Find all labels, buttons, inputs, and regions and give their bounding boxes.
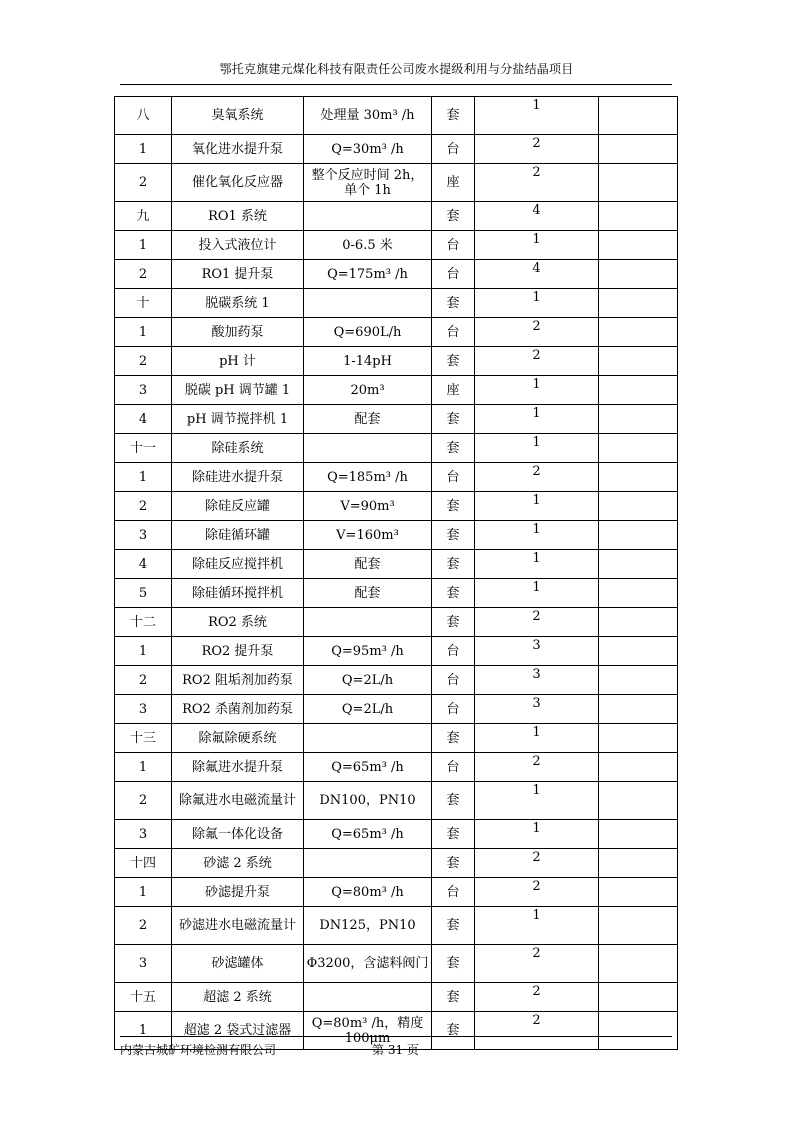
cell-unit: 台 xyxy=(432,260,475,289)
cell-no: 2 xyxy=(115,347,172,376)
cell-name: 酸加药泵 xyxy=(172,318,304,347)
table-row xyxy=(115,550,678,579)
cell-unit: 台 xyxy=(432,666,475,695)
cell-no: 1 xyxy=(115,1012,172,1050)
cell-note xyxy=(599,463,678,492)
cell-unit: 台 xyxy=(432,753,475,782)
cell-unit: 台 xyxy=(432,318,475,347)
cell-qty: 1 xyxy=(475,376,599,405)
cell-name: 脱碳系统 1 xyxy=(172,289,304,318)
cell-no: 2 xyxy=(115,492,172,521)
cell-note xyxy=(599,521,678,550)
cell-name: 脱碳 pH 调节罐 1 xyxy=(172,376,304,405)
cell-note xyxy=(599,945,678,983)
cell-spec xyxy=(304,724,432,753)
cell-note xyxy=(599,695,678,724)
cell-spec xyxy=(304,434,432,463)
cell-name: RO1 提升泵 xyxy=(172,260,304,289)
cell-qty: 2 xyxy=(475,983,599,1012)
table-row xyxy=(115,164,678,202)
cell-unit: 套 xyxy=(432,347,475,376)
cell-spec: 配套 xyxy=(304,579,432,608)
cell-name: RO1 系统 xyxy=(172,202,304,231)
table-row xyxy=(115,405,678,434)
cell-qty: 4 xyxy=(475,202,599,231)
cell-unit: 套 xyxy=(432,1012,475,1050)
cell-no: 5 xyxy=(115,579,172,608)
cell-unit: 台 xyxy=(432,135,475,164)
table-row xyxy=(115,492,678,521)
cell-no: 4 xyxy=(115,405,172,434)
cell-name: 除氟进水电磁流量计 xyxy=(172,782,304,820)
cell-spec xyxy=(304,202,432,231)
table-row xyxy=(115,608,678,637)
cell-name: 砂滤进水电磁流量计 xyxy=(172,907,304,945)
cell-no: 3 xyxy=(115,945,172,983)
cell-name: 除氟进水提升泵 xyxy=(172,753,304,782)
cell-note xyxy=(599,202,678,231)
cell-unit: 套 xyxy=(432,289,475,318)
cell-unit: 套 xyxy=(432,945,475,983)
cell-unit: 套 xyxy=(432,202,475,231)
cell-no: 4 xyxy=(115,550,172,579)
cell-qty: 1 xyxy=(475,820,599,849)
cell-name: pH 计 xyxy=(172,347,304,376)
cell-spec: V=160m³ xyxy=(304,521,432,550)
cell-unit: 套 xyxy=(432,97,475,135)
cell-unit: 套 xyxy=(432,820,475,849)
cell-no: 1 xyxy=(115,463,172,492)
table-row xyxy=(115,289,678,318)
cell-qty: 2 xyxy=(475,318,599,347)
cell-note xyxy=(599,318,678,347)
table-row xyxy=(115,666,678,695)
cell-no: 3 xyxy=(115,521,172,550)
cell-qty: 3 xyxy=(475,695,599,724)
cell-spec: Q=690L/h xyxy=(304,318,432,347)
cell-qty: 2 xyxy=(475,1012,599,1050)
cell-name: 除硅反应罐 xyxy=(172,492,304,521)
table-row xyxy=(115,376,678,405)
cell-qty: 2 xyxy=(475,753,599,782)
cell-qty: 2 xyxy=(475,849,599,878)
cell-qty: 1 xyxy=(475,405,599,434)
cell-no: 2 xyxy=(115,164,172,202)
cell-qty: 2 xyxy=(475,878,599,907)
cell-unit: 套 xyxy=(432,907,475,945)
table-row xyxy=(115,724,678,753)
table-row xyxy=(115,820,678,849)
cell-spec: Q=65m³ /h xyxy=(304,820,432,849)
equipment-table xyxy=(114,96,678,1050)
table-row xyxy=(115,260,678,289)
cell-note xyxy=(599,289,678,318)
table-row xyxy=(115,983,678,1012)
cell-name: 除氟除硬系统 xyxy=(172,724,304,753)
cell-no: 十一 xyxy=(115,434,172,463)
cell-qty: 2 xyxy=(475,164,599,202)
cell-qty: 1 xyxy=(475,579,599,608)
cell-spec: 整个反应时间 2h，单个 1h xyxy=(304,164,432,202)
cell-qty: 4 xyxy=(475,260,599,289)
cell-name: 超滤 2 系统 xyxy=(172,983,304,1012)
cell-name: 除硅循环罐 xyxy=(172,521,304,550)
cell-spec: Q=2L/h xyxy=(304,695,432,724)
cell-spec: 0-6.5 米 xyxy=(304,231,432,260)
cell-no: 八 xyxy=(115,97,172,135)
cell-qty: 3 xyxy=(475,637,599,666)
cell-note xyxy=(599,579,678,608)
cell-unit: 台 xyxy=(432,695,475,724)
table-row xyxy=(115,97,678,135)
cell-qty: 1 xyxy=(475,550,599,579)
cell-note xyxy=(599,608,678,637)
cell-no: 3 xyxy=(115,695,172,724)
cell-no: 3 xyxy=(115,376,172,405)
cell-unit: 台 xyxy=(432,463,475,492)
cell-no: 十四 xyxy=(115,849,172,878)
cell-name: 除硅系统 xyxy=(172,434,304,463)
cell-note xyxy=(599,753,678,782)
cell-name: RO2 阻垢剂加药泵 xyxy=(172,666,304,695)
cell-note xyxy=(599,849,678,878)
cell-qty: 2 xyxy=(475,463,599,492)
cell-qty: 1 xyxy=(475,492,599,521)
cell-no: 十 xyxy=(115,289,172,318)
cell-note xyxy=(599,260,678,289)
cell-qty: 2 xyxy=(475,608,599,637)
cell-unit: 套 xyxy=(432,579,475,608)
table-row xyxy=(115,695,678,724)
table-row xyxy=(115,849,678,878)
cell-unit: 套 xyxy=(432,724,475,753)
cell-spec: 处理量 30m³ /h xyxy=(304,97,432,135)
table-row xyxy=(115,945,678,983)
table-row xyxy=(115,637,678,666)
table-row xyxy=(115,753,678,782)
footer-page-number: 第 31 页 xyxy=(372,1043,419,1057)
cell-spec: DN125，PN10 xyxy=(304,907,432,945)
cell-no: 1 xyxy=(115,753,172,782)
cell-unit: 套 xyxy=(432,492,475,521)
cell-no: 2 xyxy=(115,907,172,945)
cell-spec: Q=175m³ /h xyxy=(304,260,432,289)
cell-name: pH 调节搅拌机 1 xyxy=(172,405,304,434)
cell-no: 1 xyxy=(115,318,172,347)
cell-note xyxy=(599,405,678,434)
cell-spec: 配套 xyxy=(304,550,432,579)
cell-unit: 台 xyxy=(432,637,475,666)
cell-spec: 配套 xyxy=(304,405,432,434)
cell-qty: 1 xyxy=(475,97,599,135)
cell-qty: 1 xyxy=(475,289,599,318)
cell-spec: Q=80m³ /h xyxy=(304,878,432,907)
cell-note xyxy=(599,347,678,376)
equipment-table-body xyxy=(115,97,678,1050)
cell-unit: 套 xyxy=(432,521,475,550)
cell-no: 1 xyxy=(115,637,172,666)
cell-qty: 2 xyxy=(475,945,599,983)
cell-unit: 套 xyxy=(432,849,475,878)
cell-note xyxy=(599,782,678,820)
cell-spec xyxy=(304,983,432,1012)
cell-note xyxy=(599,164,678,202)
cell-name: 砂滤提升泵 xyxy=(172,878,304,907)
cell-note xyxy=(599,907,678,945)
cell-no: 十五 xyxy=(115,983,172,1012)
cell-unit: 套 xyxy=(432,608,475,637)
cell-note xyxy=(599,434,678,463)
cell-no: 1 xyxy=(115,878,172,907)
cell-spec: Q=2L/h xyxy=(304,666,432,695)
cell-note xyxy=(599,724,678,753)
cell-spec: Q=30m³ /h xyxy=(304,135,432,164)
cell-spec: Q=185m³ /h xyxy=(304,463,432,492)
cell-name: 催化氧化反应器 xyxy=(172,164,304,202)
cell-unit: 套 xyxy=(432,983,475,1012)
cell-spec xyxy=(304,849,432,878)
cell-qty: 2 xyxy=(475,135,599,164)
cell-name: 除氟一体化设备 xyxy=(172,820,304,849)
table-row xyxy=(115,878,678,907)
cell-name: 砂滤 2 系统 xyxy=(172,849,304,878)
table-row xyxy=(115,347,678,376)
cell-unit: 套 xyxy=(432,550,475,579)
cell-note xyxy=(599,135,678,164)
cell-no: 十三 xyxy=(115,724,172,753)
table-row xyxy=(115,782,678,820)
cell-name: 除硅进水提升泵 xyxy=(172,463,304,492)
footer-company: 内蒙古城矿环境检测有限公司 xyxy=(120,1043,277,1057)
cell-name: RO2 提升泵 xyxy=(172,637,304,666)
cell-spec: Φ3200，含滤料阀门 xyxy=(304,945,432,983)
table-row xyxy=(115,135,678,164)
cell-name: 除硅反应搅拌机 xyxy=(172,550,304,579)
cell-qty: 1 xyxy=(475,782,599,820)
table-row xyxy=(115,202,678,231)
cell-qty: 2 xyxy=(475,347,599,376)
cell-qty: 1 xyxy=(475,907,599,945)
cell-spec: V=90m³ xyxy=(304,492,432,521)
cell-note xyxy=(599,492,678,521)
cell-name: 砂滤罐体 xyxy=(172,945,304,983)
cell-qty: 1 xyxy=(475,434,599,463)
cell-no: 2 xyxy=(115,260,172,289)
cell-no: 十二 xyxy=(115,608,172,637)
cell-no: 九 xyxy=(115,202,172,231)
header-divider xyxy=(120,84,672,85)
cell-no: 1 xyxy=(115,135,172,164)
cell-unit: 座 xyxy=(432,164,475,202)
footer-divider xyxy=(120,1036,672,1037)
table-row xyxy=(115,907,678,945)
table-row xyxy=(115,463,678,492)
cell-unit: 套 xyxy=(432,434,475,463)
table-row xyxy=(115,521,678,550)
cell-no: 2 xyxy=(115,782,172,820)
cell-spec xyxy=(304,608,432,637)
cell-spec: 1-14pH xyxy=(304,347,432,376)
cell-unit: 台 xyxy=(432,231,475,260)
cell-note xyxy=(599,637,678,666)
cell-spec: DN100，PN10 xyxy=(304,782,432,820)
cell-note xyxy=(599,376,678,405)
table-row xyxy=(115,231,678,260)
cell-note xyxy=(599,97,678,135)
cell-name: 除硅循环搅拌机 xyxy=(172,579,304,608)
cell-qty: 1 xyxy=(475,724,599,753)
cell-name: 投入式液位计 xyxy=(172,231,304,260)
cell-name: RO2 系统 xyxy=(172,608,304,637)
cell-name: 臭氧系统 xyxy=(172,97,304,135)
cell-qty: 3 xyxy=(475,666,599,695)
cell-spec xyxy=(304,289,432,318)
cell-unit: 套 xyxy=(432,782,475,820)
cell-note xyxy=(599,1012,678,1050)
cell-qty: 1 xyxy=(475,521,599,550)
page-header-title: 鄂托克旗建元煤化科技有限责任公司废水提级利用与分盐结晶项目 xyxy=(219,62,574,76)
cell-name: 超滤 2 袋式过滤器 xyxy=(172,1012,304,1050)
table-row xyxy=(115,434,678,463)
cell-spec: Q=95m³ /h xyxy=(304,637,432,666)
cell-note xyxy=(599,550,678,579)
cell-note xyxy=(599,878,678,907)
cell-no: 1 xyxy=(115,231,172,260)
cell-unit: 台 xyxy=(432,878,475,907)
table-row xyxy=(115,579,678,608)
cell-no: 2 xyxy=(115,666,172,695)
cell-name: RO2 杀菌剂加药泵 xyxy=(172,695,304,724)
cell-spec: 20m³ xyxy=(304,376,432,405)
cell-note xyxy=(599,231,678,260)
cell-note xyxy=(599,983,678,1012)
cell-name: 氧化进水提升泵 xyxy=(172,135,304,164)
cell-spec: Q=65m³ /h xyxy=(304,753,432,782)
cell-no: 3 xyxy=(115,820,172,849)
cell-qty: 1 xyxy=(475,231,599,260)
cell-unit: 座 xyxy=(432,376,475,405)
table-row xyxy=(115,318,678,347)
cell-unit: 套 xyxy=(432,405,475,434)
cell-note xyxy=(599,666,678,695)
cell-note xyxy=(599,820,678,849)
cell-spec: Q=80m³ /h，精度 100μm xyxy=(304,1012,432,1050)
